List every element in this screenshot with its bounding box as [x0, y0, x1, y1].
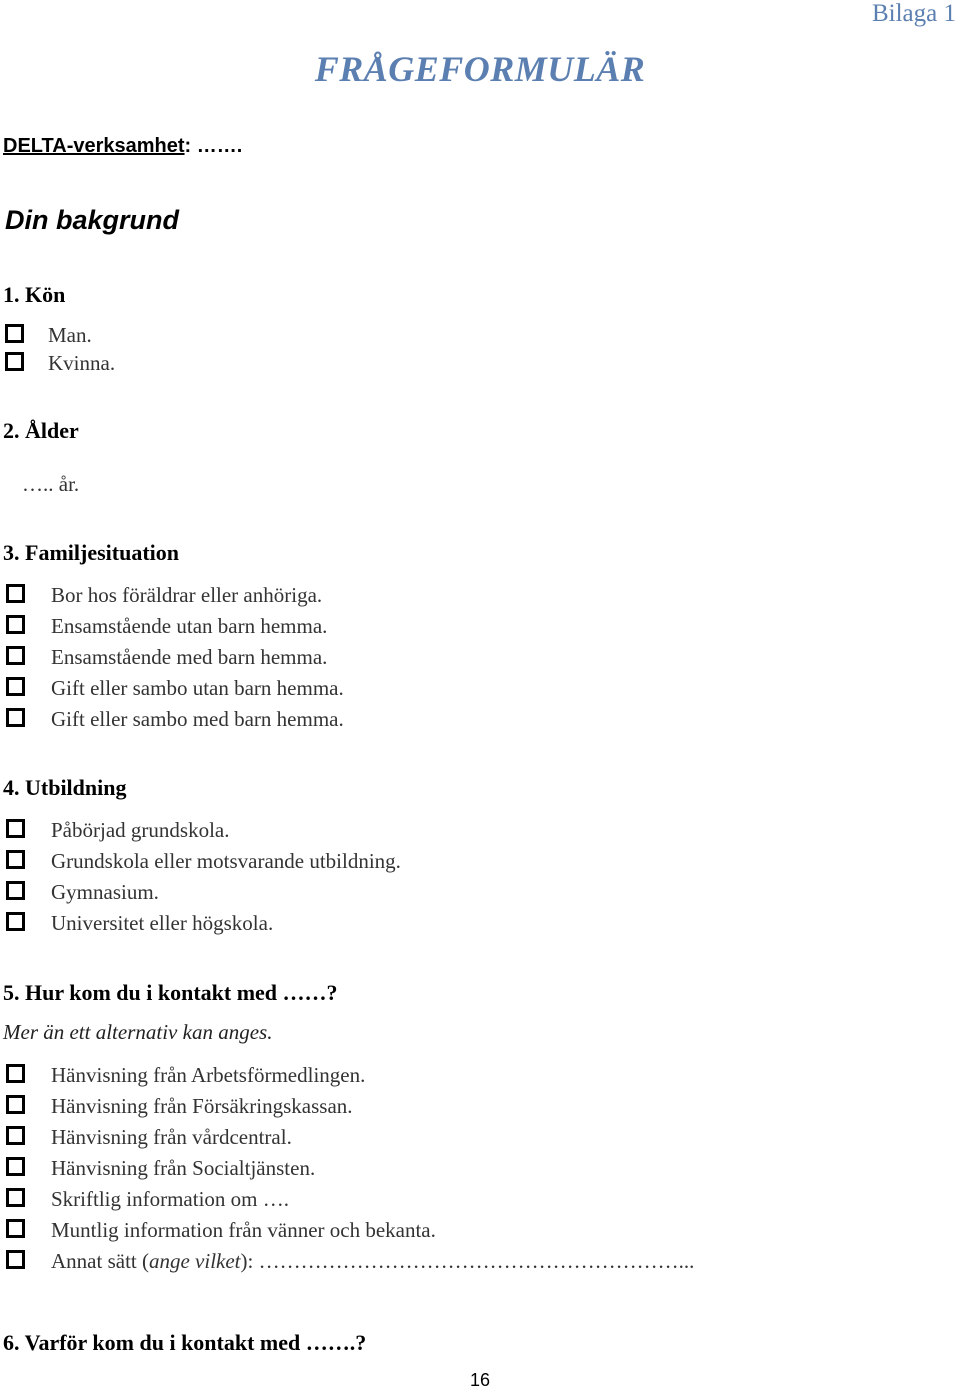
question-5-note: Mer än ett alternativ kan anges.: [3, 1020, 273, 1044]
option-label: Hänvisning från Socialtjänsten.: [51, 1156, 316, 1180]
checkbox[interactable]: [6, 584, 25, 603]
checkbox[interactable]: [6, 1188, 25, 1207]
option-label: Hänvisning från vårdcentral.: [51, 1125, 292, 1149]
page-number: 16: [469, 1370, 491, 1390]
checkbox[interactable]: [6, 1126, 25, 1145]
section-title: Din bakgrund: [5, 205, 179, 235]
checkbox[interactable]: [6, 1219, 25, 1238]
checkbox[interactable]: [6, 615, 25, 634]
delta-colon: :: [184, 135, 192, 157]
option-label: Grundskola eller motsvarande utbildning.: [51, 849, 401, 873]
option-label: Gymnasium.: [51, 880, 159, 904]
age-answer: ….. år.: [22, 472, 80, 496]
checkbox[interactable]: [6, 1250, 25, 1269]
question-1-title: 1. Kön: [3, 282, 66, 307]
option-label: Ensamstående med barn hemma.: [51, 645, 328, 669]
other-suffix: ): ……………………………………………………...: [240, 1249, 695, 1273]
option-label: Hänvisning från Försäkringskassan.: [51, 1094, 353, 1118]
question-4-title: 4. Utbildning: [3, 775, 127, 800]
question-5-title: 5. Hur kom du i kontakt med ……?: [3, 980, 338, 1005]
checkbox[interactable]: [6, 1095, 25, 1114]
option-label: Universitet eller högskola.: [51, 911, 274, 935]
option-label: Man.: [48, 323, 92, 347]
question-6-title: 6. Varför kom du i kontakt med …….?: [3, 1330, 367, 1355]
option-label: Kvinna.: [48, 351, 116, 375]
other-italic: ange vilket: [148, 1249, 241, 1273]
checkbox[interactable]: [6, 1064, 25, 1083]
checkbox[interactable]: [6, 819, 25, 838]
checkbox[interactable]: [5, 352, 24, 371]
checkbox[interactable]: [6, 677, 25, 696]
form-title: FRÅGEFORMULÄR: [314, 49, 646, 89]
checkbox[interactable]: [6, 1157, 25, 1176]
delta-dots: …….: [191, 135, 243, 157]
option-label: Påbörjad grundskola.: [51, 818, 230, 842]
option-label: Ensamstående utan barn hemma.: [51, 614, 328, 638]
other-prefix: Annat sätt (: [51, 1249, 149, 1273]
delta-field: [3, 135, 242, 158]
option-label: Hänvisning från Arbetsförmedlingen.: [51, 1063, 366, 1087]
checkbox[interactable]: [6, 708, 25, 727]
question-2-title: 2. Ålder: [3, 418, 79, 443]
checkbox[interactable]: [6, 881, 25, 900]
question-3-title: 3. Familjesituation: [3, 540, 179, 565]
checkbox[interactable]: [5, 324, 24, 343]
option-label: Bor hos föräldrar eller anhöriga.: [51, 583, 323, 607]
option-label: [51, 1249, 694, 1274]
option-label: Gift eller sambo med barn hemma.: [51, 707, 344, 731]
option-label: Muntlig information från vänner och bekanta.: [51, 1218, 436, 1242]
checkbox[interactable]: [6, 912, 25, 931]
checkbox[interactable]: [6, 850, 25, 869]
option-label: Skriftlig information om ….: [51, 1187, 289, 1211]
checkbox[interactable]: [6, 646, 25, 665]
option-label: Gift eller sambo utan barn hemma.: [51, 676, 344, 700]
bilaga-label: Bilaga 1: [871, 0, 956, 27]
delta-label: DELTA-verksamhet: [3, 135, 185, 157]
